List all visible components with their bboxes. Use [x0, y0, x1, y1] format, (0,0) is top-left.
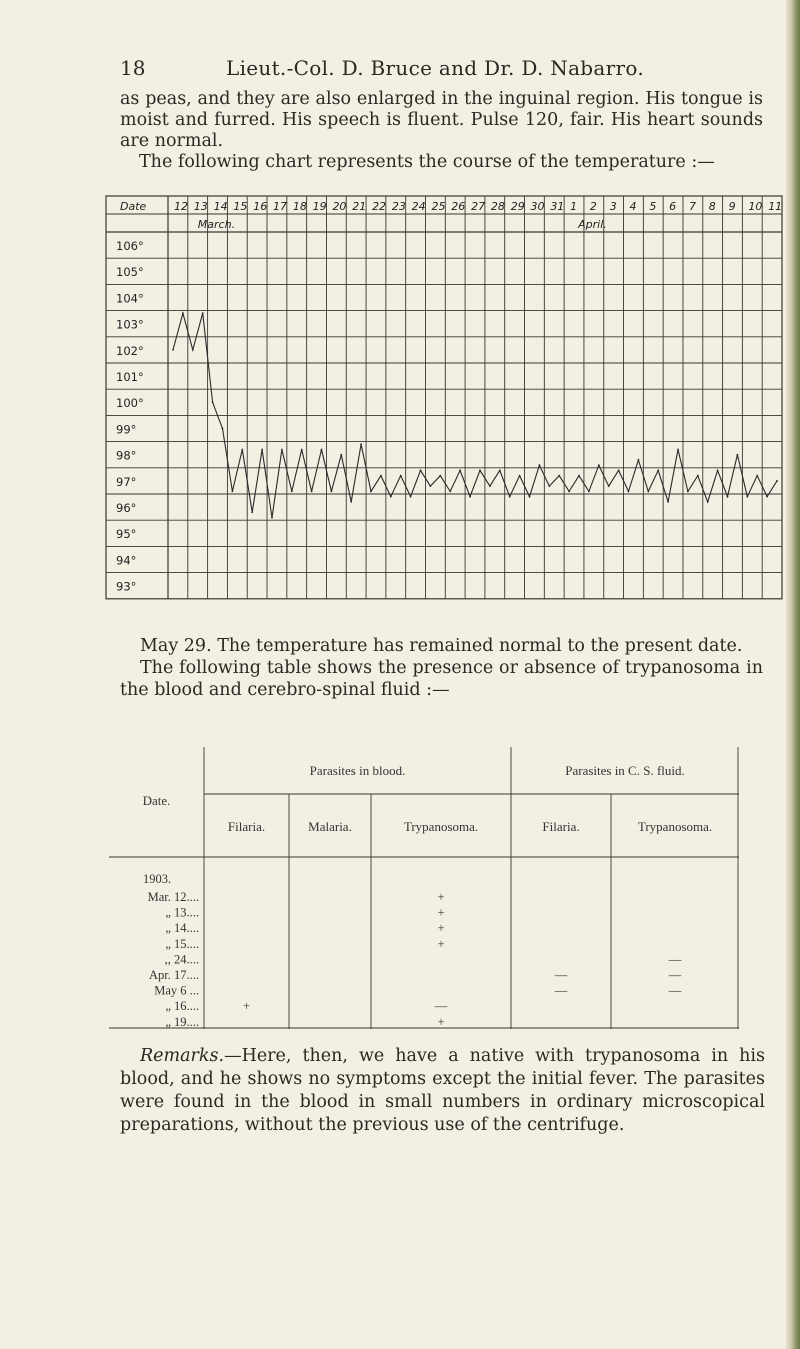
date-tick-label: 28 [490, 200, 505, 213]
row-cell-mark: — [554, 968, 568, 982]
table-intro: The following table shows the presence or absence of trypanosoma in the blood and cerebro-spinal fluid :— [120, 658, 763, 700]
temperature-point [380, 475, 382, 477]
date-tick-label: 23 [391, 200, 406, 213]
temperature-point [727, 496, 729, 498]
temperature-point [430, 485, 432, 487]
temperature-point [202, 312, 204, 314]
temperature-point [608, 485, 610, 487]
header-parasites-blood: Parasites in blood. [309, 763, 406, 778]
date-tick-label: 31 [550, 200, 565, 213]
temperature-point [746, 496, 748, 498]
header-date: Date. [142, 793, 171, 808]
row-cell-mark: + [437, 890, 445, 904]
remarks-label: Remarks. [140, 1046, 225, 1066]
month-label-april: April. [578, 218, 607, 231]
y-tick-label: 98° [116, 448, 137, 463]
row-date: „ 13.... [165, 905, 199, 920]
paragraph-3 [120, 635, 763, 701]
y-tick-label: 94° [116, 553, 137, 568]
date-tick-label: 12 [174, 200, 188, 213]
row-cell-mark: + [437, 936, 445, 951]
date-tick-label: 29 [510, 200, 525, 213]
date-tick-label: 14 [213, 200, 228, 213]
y-tick-label: 102° [116, 343, 144, 358]
y-tick-label: 97° [116, 474, 137, 489]
row-date: „ 16.... [165, 999, 199, 1014]
temperature-point [281, 449, 283, 451]
date-tick-label: 8 [708, 200, 716, 213]
temperature-point [489, 485, 491, 487]
temperature-point [291, 491, 293, 493]
date-tick-label: 4 [629, 200, 637, 213]
date-tick-label: 27 [471, 200, 486, 213]
temperature-point [390, 496, 392, 498]
temperature-point [400, 475, 402, 477]
date-tick-label: 21 [352, 200, 367, 213]
header-parasites-csf: Parasites in C. S. fluid. [565, 763, 685, 778]
temperature-point [519, 475, 521, 477]
date-tick-label: 24 [411, 200, 426, 213]
temperature-point [251, 511, 253, 513]
temperature-point [410, 496, 412, 498]
date-tick-label: 1 [570, 200, 578, 213]
date-tick-label: 16 [253, 200, 268, 213]
header-subcolumn: Filaria. [542, 819, 580, 834]
temperature-point [439, 475, 441, 477]
temperature-point [776, 480, 778, 482]
date-tick-label: 5 [649, 200, 657, 213]
y-tick-label: 106° [116, 239, 144, 253]
temperature-point [638, 459, 640, 461]
paragraph-2: The following chart represents the course of the temperature :— [139, 152, 715, 172]
may-29-line: May 29. The temperature has remained normal to the present date. [140, 636, 743, 656]
row-date: May 6 ... [154, 983, 199, 998]
date-tick-label: 11 [768, 200, 783, 213]
row-cell-mark: — [668, 968, 682, 982]
row-date: „ 19.... [165, 1014, 199, 1029]
year-label: 1903. [142, 872, 172, 886]
temperature-point [598, 464, 600, 466]
temperature-point [469, 496, 471, 498]
row-date: Mar. 12.... [147, 890, 199, 904]
date-tick-label: 17 [273, 200, 288, 213]
temperature-point [449, 491, 451, 493]
temperature-point [697, 475, 699, 477]
row-cell-mark: — [434, 999, 448, 1014]
remarks-paragraph [120, 1045, 765, 1137]
temperature-point [232, 491, 234, 493]
temperature-point [261, 449, 263, 451]
temperature-point [301, 449, 303, 451]
temperature-point [350, 501, 352, 503]
temperature-point [667, 501, 669, 503]
date-tick-label: 2 [589, 200, 597, 213]
temperature-point [717, 470, 719, 472]
temperature-point [707, 501, 709, 503]
temperature-chart-svg [98, 193, 788, 605]
row-cell-mark: + [242, 999, 251, 1014]
temperature-point [172, 349, 174, 351]
date-tick-label: 9 [728, 200, 736, 213]
remarks-body: —Here, then, we have a native with trypanosoma in his blood, and he shows no symptoms except the initial fever. The parasites were found in the blood in small numbers in ordinary microscopical preparations, without the previous use of the centrifuge. [120, 1046, 765, 1135]
temperature-point [222, 428, 224, 430]
row-cell-mark: — [668, 983, 682, 998]
header-subcolumn: Malaria. [308, 819, 352, 834]
row-cell-mark: — [668, 952, 682, 967]
month-label-march: March. [197, 218, 236, 231]
parasite-table-svg [109, 747, 739, 1029]
row-date: Apr. 17.... [149, 968, 199, 982]
page-number: 18 [120, 56, 146, 80]
date-tick-label: 22 [372, 200, 387, 213]
row-date: „ 15.... [165, 936, 199, 951]
y-tick-label: 103° [116, 317, 144, 332]
row-cell-mark: + [437, 921, 445, 936]
temperature-point [618, 470, 620, 472]
y-tick-label: 95° [116, 527, 137, 542]
y-tick-label: 105° [116, 265, 144, 280]
date-tick-label: 10 [748, 200, 763, 213]
date-tick-label: 6 [669, 200, 677, 213]
temperature-point [588, 491, 590, 493]
temperature-point [241, 449, 243, 451]
header-subcolumn: Trypanosoma. [403, 819, 479, 834]
y-tick-label: 99° [116, 422, 137, 437]
date-tick-label: 26 [451, 200, 466, 213]
date-tick-label: 18 [292, 200, 307, 213]
temperature-point [459, 470, 461, 472]
date-tick-label: 7 [688, 200, 696, 213]
row-date: „ 14.... [165, 921, 199, 936]
temperature-point [578, 475, 580, 477]
temperature-point [647, 491, 649, 493]
temperature-point [756, 475, 758, 477]
temperature-point [192, 349, 194, 351]
temperature-point [529, 496, 531, 498]
y-tick-label: 100° [116, 396, 144, 411]
temperature-point [479, 470, 481, 472]
y-tick-label: 101° [116, 370, 144, 384]
parasite-table [109, 747, 739, 1029]
date-tick-label: 3 [609, 200, 617, 213]
temperature-point [311, 491, 313, 493]
temperature-point [321, 449, 323, 451]
temperature-point [628, 491, 630, 493]
row-cell-mark: + [437, 1014, 445, 1029]
date-tick-label: 15 [233, 200, 248, 213]
temperature-point [271, 517, 273, 519]
temperature-point [509, 496, 511, 498]
temperature-point [677, 449, 679, 451]
paragraph-1: as peas, and they are also enlarged in the inguinal region. His tongue is moist and furred. His speech is fluent. Pulse 120, fair. His heart sounds are normal. [120, 89, 763, 151]
date-tick-label: 20 [332, 200, 347, 213]
page-edge [786, 0, 800, 1349]
temperature-point [548, 485, 550, 487]
row-cell-mark: — [554, 983, 568, 998]
y-tick-label: 93° [116, 579, 137, 594]
temperature-point [687, 491, 689, 493]
temperature-point [370, 491, 372, 493]
temperature-point [182, 312, 184, 314]
row-cell-mark: + [437, 905, 445, 920]
temperature-point [558, 475, 560, 477]
row-date: ,, 24.... [164, 952, 199, 967]
y-tick-label: 104° [116, 291, 144, 306]
y-tick-label: 96° [116, 501, 137, 515]
date-tick-label: 25 [431, 200, 446, 213]
temperature-point [766, 496, 768, 498]
temperature-point [539, 464, 541, 466]
temperature-point [499, 470, 501, 472]
date-tick-label: 30 [530, 200, 545, 213]
date-tick-label: 19 [312, 200, 327, 213]
temperature-chart [98, 193, 788, 605]
temperature-point [212, 401, 214, 403]
temperature-point [340, 454, 342, 456]
corner-label-date: Date [120, 200, 147, 213]
running-title: Lieut.-Col. D. Bruce and Dr. D. Nabarro. [226, 56, 645, 80]
temperature-point [420, 470, 422, 472]
temperature-point [657, 470, 659, 472]
temperature-point [737, 454, 739, 456]
header-subcolumn: Trypanosoma. [637, 819, 713, 834]
temperature-point [360, 443, 362, 445]
temperature-point [331, 491, 333, 493]
header-subcolumn: Filaria. [227, 819, 266, 834]
date-tick-label: 13 [193, 200, 208, 213]
temperature-point [568, 491, 570, 493]
